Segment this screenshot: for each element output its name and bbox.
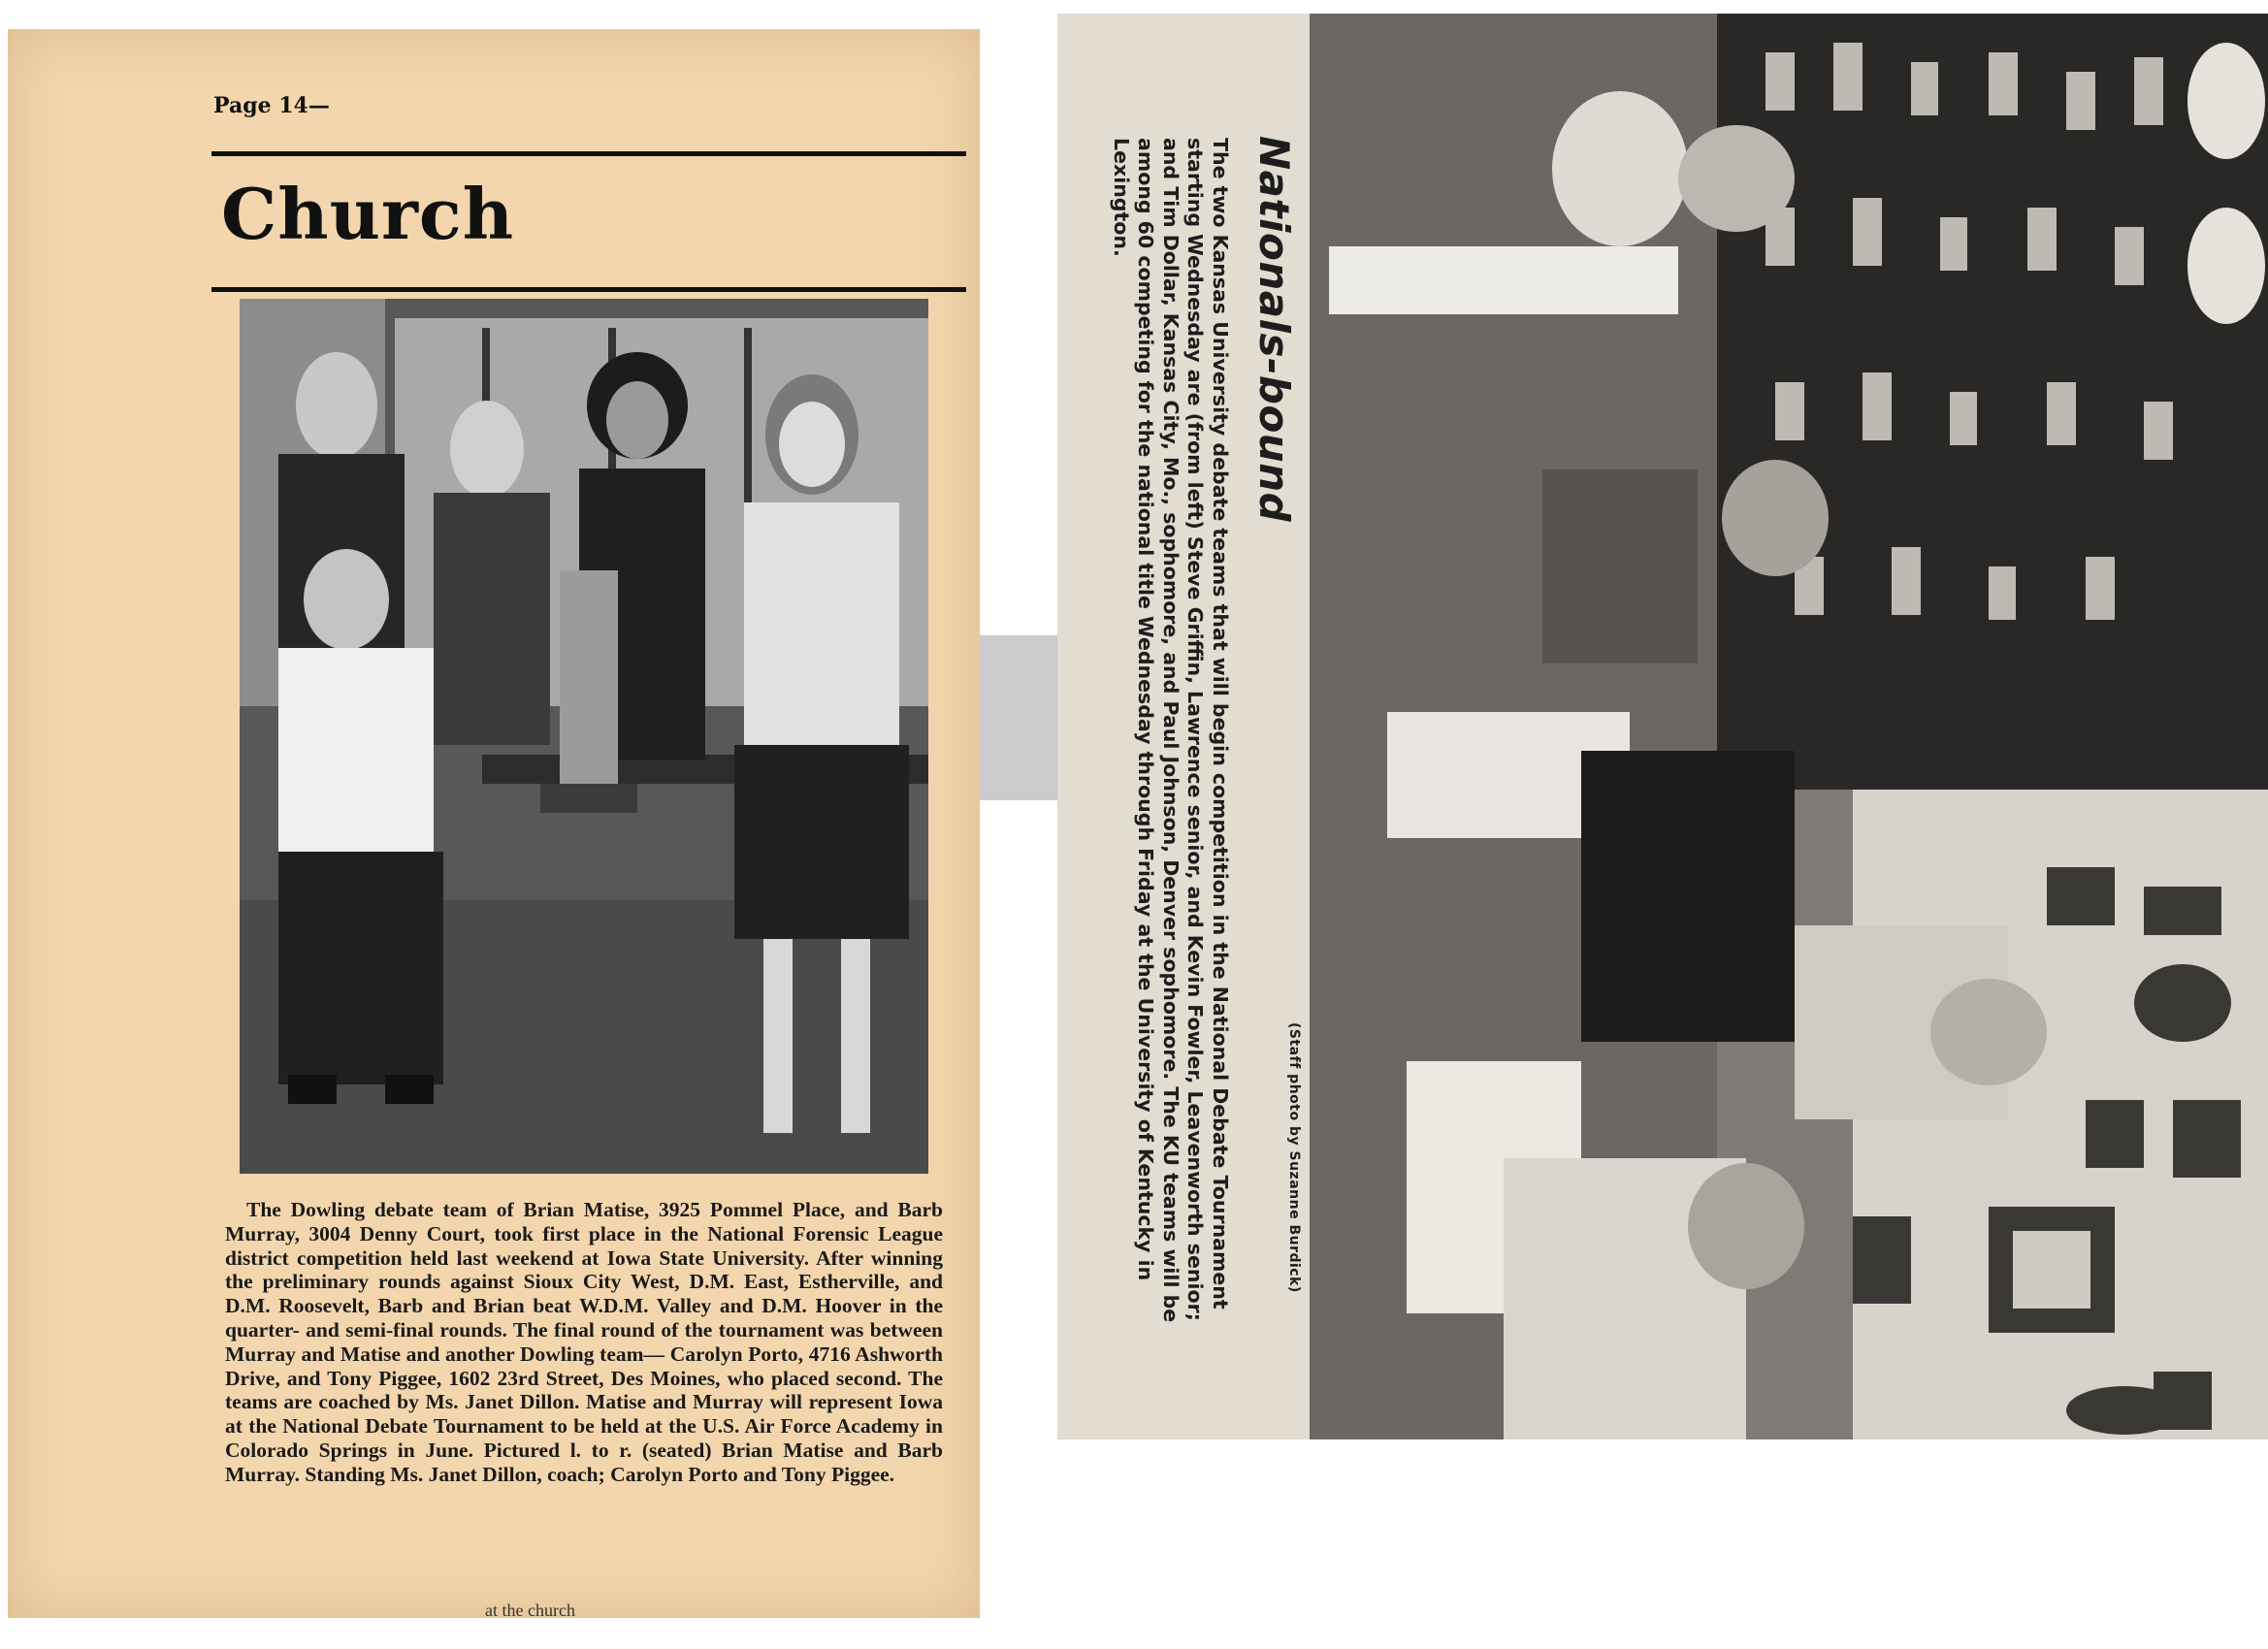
cut-off-text-fragment: at the church xyxy=(485,1600,575,1620)
rotated-article-text xyxy=(1059,14,1310,1439)
article-body: The two Kansas University debate teams that will begin competition in the National Debate Tournament starting Wednesday are (from left) Steve Griffin, Lawrence senior, and Kevin Fowler, Leavenworth senior; and Tim Dollar, Kansas City, Mo., sophomore, and Paul Johnson, Denver sophomore. The KU teams will be among 60 competing for the national title Wednesday through Friday at the University of Kentucky in Lexington. xyxy=(1110,138,1232,1323)
scanner-backdrop xyxy=(980,635,1059,800)
section-title: Church xyxy=(221,173,515,255)
photo-caption: The Dowling debate team of Brian Matise, 3925 Pommel Place, and Barb Murray, 3004 Denny Court, took first place in the National Forensic League district competition held last weekend at Iowa State University. After winning the preliminary rounds against Sioux City West, D.M. East, Estherville, and D.M. Roosevelt, Barb and Brian beat W.D.M. Valley and D.M. Hoover in the quarter- and semi-final rounds. The final round of the tournament was between Murray and Matise and another Dowling team— Carolyn Porto, 4716 Ashworth Drive, and Tony Piggee, 1602 23rd Street, Des Moines, who placed second. The teams are coached by Ms. Janet Dillon. Matise and Murray will represent Iowa at the National Debate Tournament to be held at the U.S. Air Force Academy in Colorado Springs in June. Pictured l. to r. (seated) Brian Matise and Barb Murray. Standing Ms. Janet Dillon, coach; Carolyn Porto and Tony Piggee. xyxy=(225,1198,943,1486)
top-rule xyxy=(211,151,966,156)
title-rule xyxy=(211,287,966,292)
debate-team-photo-illustration xyxy=(240,299,928,1174)
ku-debate-teams-photo-illustration xyxy=(1310,14,2268,1439)
ku-debate-teams-photo xyxy=(1310,14,2268,1439)
article-headline: Nationals-bound xyxy=(1250,136,1298,523)
page-label: Page 14— xyxy=(213,93,330,118)
debate-team-photo xyxy=(240,299,928,1174)
photo-credit: (Staff photo by Suzanne Burdick) xyxy=(1286,1022,1302,1293)
